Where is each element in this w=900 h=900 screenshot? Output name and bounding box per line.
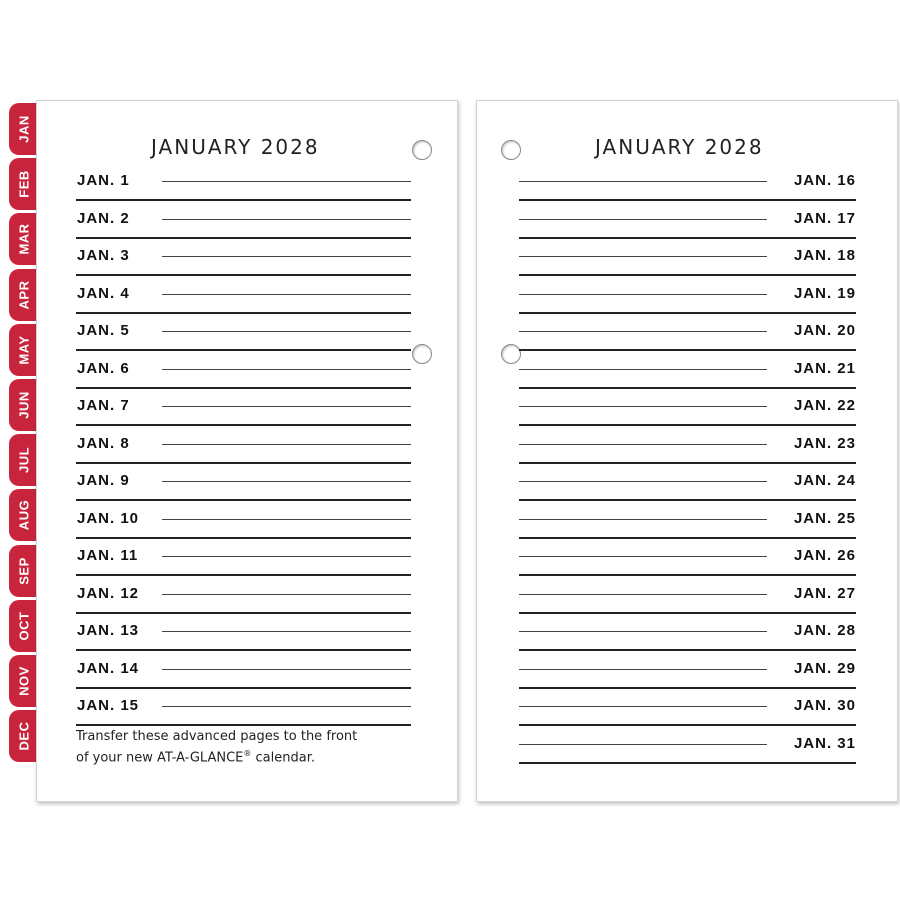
day-label: JAN. 4 — [77, 284, 130, 302]
day-divider — [519, 724, 856, 726]
registered-mark: ® — [243, 749, 252, 758]
month-tab-aug[interactable] — [9, 489, 39, 541]
month-tab-oct[interactable] — [9, 600, 39, 652]
day-divider — [76, 387, 411, 389]
month-tabs — [9, 100, 39, 790]
day-label: JAN. 29 — [793, 659, 856, 677]
month-tab-label: JUN — [16, 391, 32, 419]
day-divider — [76, 237, 411, 239]
day-label: JAN. 2 — [77, 209, 130, 227]
transfer-note-line-1: Transfer these advanced pages to the front — [76, 729, 358, 744]
day-divider — [519, 349, 856, 351]
day-divider — [76, 424, 411, 426]
month-tab-jun[interactable] — [9, 379, 39, 431]
month-tab-mar[interactable] — [9, 213, 39, 265]
day-divider — [519, 237, 856, 239]
write-line — [519, 331, 767, 332]
day-label: JAN. 19 — [793, 284, 856, 302]
month-tab-label: DEC — [16, 721, 32, 751]
write-line — [519, 294, 767, 295]
day-divider — [519, 462, 856, 464]
write-line — [519, 519, 767, 520]
write-line — [519, 181, 767, 182]
month-tab-label: NOV — [16, 666, 32, 696]
day-label: JAN. 5 — [77, 322, 130, 339]
day-divider — [76, 724, 411, 726]
day-label: JAN. 13 — [77, 622, 140, 639]
day-label: JAN. 12 — [77, 584, 140, 602]
write-line — [519, 219, 767, 220]
write-line — [519, 594, 767, 595]
write-line — [162, 669, 411, 670]
month-tab-label: SEP — [16, 557, 32, 585]
day-divider — [519, 537, 856, 539]
write-line — [162, 406, 411, 407]
transfer-note-line-2-end: calendar. — [251, 750, 315, 766]
month-tab-jan[interactable] — [9, 103, 39, 155]
write-line — [162, 294, 411, 295]
day-divider — [519, 312, 856, 314]
month-tab-may[interactable] — [9, 324, 39, 376]
month-tab-label: AUG — [16, 499, 32, 531]
day-label: JAN. 17 — [793, 209, 856, 227]
write-line — [162, 181, 411, 182]
write-line — [162, 481, 411, 482]
day-divider — [76, 612, 411, 614]
month-tab-label: MAR — [16, 223, 32, 255]
day-label: JAN. 14 — [77, 659, 140, 677]
transfer-note-line-2 — [76, 745, 416, 766]
write-line — [519, 444, 767, 445]
day-label: JAN. 21 — [793, 359, 856, 377]
month-tab-label: MAY — [16, 335, 32, 365]
binder-hole-left-middle — [412, 344, 432, 364]
day-divider — [76, 574, 411, 576]
day-divider — [519, 649, 856, 651]
write-line — [519, 669, 767, 670]
binder-hole-left-top — [412, 140, 432, 160]
write-line — [162, 369, 411, 370]
day-divider — [519, 762, 856, 764]
month-tab-label: OCT — [16, 611, 32, 641]
month-tab-jul[interactable] — [9, 434, 39, 486]
day-label: JAN. 28 — [793, 622, 856, 639]
day-divider — [519, 612, 856, 614]
write-line — [519, 406, 767, 407]
day-label: JAN. 22 — [793, 397, 856, 414]
day-divider — [76, 274, 411, 276]
write-line — [519, 706, 767, 707]
write-line — [162, 631, 411, 632]
write-line — [162, 556, 411, 557]
write-line — [519, 256, 767, 257]
day-label: JAN. 10 — [77, 509, 140, 527]
day-label: JAN. 24 — [793, 472, 856, 489]
write-line — [162, 256, 411, 257]
day-label: JAN. 6 — [77, 359, 130, 377]
write-line — [162, 331, 411, 332]
write-line — [162, 219, 411, 220]
day-label: JAN. 26 — [793, 547, 856, 564]
day-divider — [519, 499, 856, 501]
day-label: JAN. 8 — [77, 434, 130, 452]
day-label: JAN. 15 — [77, 697, 140, 714]
month-tab-label: FEB — [16, 170, 32, 198]
day-divider — [76, 462, 411, 464]
day-label: JAN. 23 — [793, 434, 856, 452]
month-tab-label: APR — [16, 280, 32, 310]
month-tab-apr[interactable] — [9, 269, 39, 321]
month-tab-label: JAN — [16, 115, 32, 143]
day-label: JAN. 31 — [793, 734, 856, 752]
day-divider — [76, 499, 411, 501]
binder-hole-right-top — [501, 140, 521, 160]
month-tab-sep[interactable] — [9, 545, 39, 597]
left-page-title: JANUARY 2028 — [151, 135, 320, 159]
day-label: JAN. 16 — [793, 172, 856, 189]
day-divider — [76, 312, 411, 314]
write-line — [162, 444, 411, 445]
write-line — [519, 556, 767, 557]
day-label: JAN. 3 — [77, 247, 130, 264]
month-tab-feb[interactable] — [9, 158, 39, 210]
write-line — [519, 369, 767, 370]
day-label: JAN. 20 — [793, 322, 856, 339]
day-divider — [76, 199, 411, 201]
transfer-note — [76, 728, 416, 766]
right-page-title: JANUARY 2028 — [595, 135, 764, 159]
day-label: JAN. 18 — [793, 247, 856, 264]
day-divider — [76, 649, 411, 651]
day-label: JAN. 30 — [793, 697, 856, 714]
day-divider — [519, 387, 856, 389]
write-line — [162, 519, 411, 520]
day-label: JAN. 11 — [77, 547, 139, 564]
day-divider — [519, 574, 856, 576]
write-line — [162, 594, 411, 595]
transfer-note-line-2-start: of your new AT-A-GLANCE — [76, 750, 244, 766]
day-label: JAN. 25 — [793, 509, 856, 527]
binder-hole-right-middle — [501, 344, 521, 364]
month-tab-dec[interactable] — [9, 710, 39, 762]
day-label: JAN. 27 — [793, 584, 856, 602]
day-divider — [519, 274, 856, 276]
day-divider — [76, 687, 411, 689]
day-divider — [519, 687, 856, 689]
write-line — [519, 631, 767, 632]
month-tab-nov[interactable] — [9, 655, 39, 707]
day-divider — [76, 349, 411, 351]
month-tab-label: JUL — [16, 446, 32, 474]
write-line — [519, 744, 767, 745]
day-label: JAN. 7 — [77, 397, 130, 414]
write-line — [519, 481, 767, 482]
day-label: JAN. 1 — [77, 172, 130, 189]
day-divider — [76, 537, 411, 539]
day-label: JAN. 9 — [77, 472, 130, 489]
day-divider — [519, 199, 856, 201]
write-line — [162, 706, 411, 707]
day-divider — [519, 424, 856, 426]
